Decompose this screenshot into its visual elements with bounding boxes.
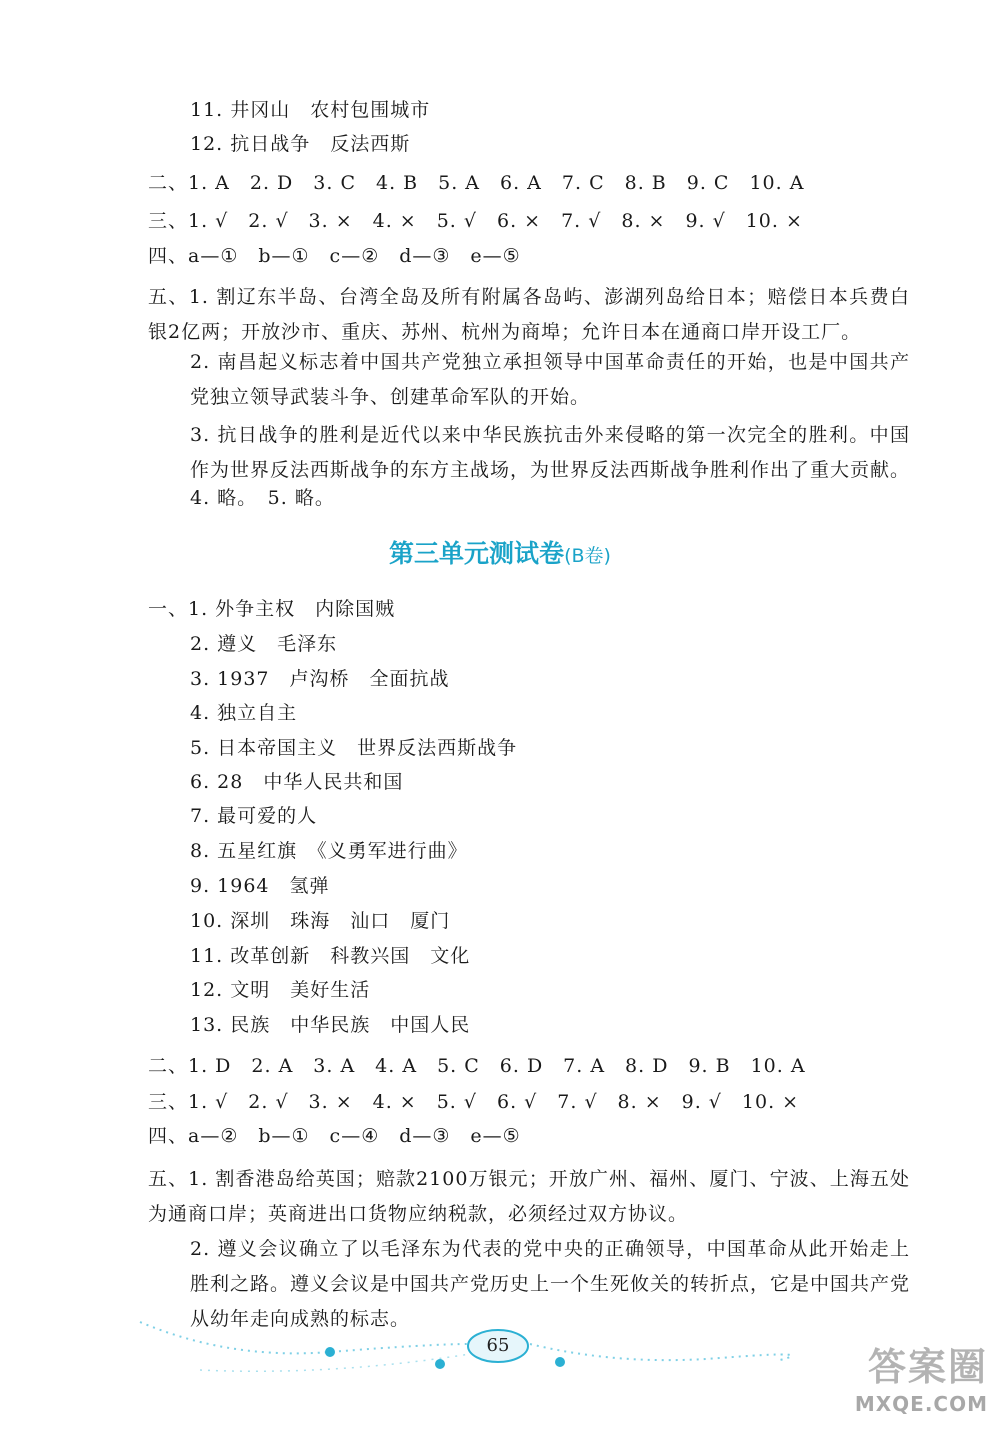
answer-b1-7: 7. 最可爱的人 xyxy=(190,805,318,827)
answer-a5-3: 3. 抗日战争的胜利是近代以来中华民族抗击外来侵略的第一次完全的胜利。中国作为世界反法西斯战争的东方主战场，为世界反法西斯战争胜利作出了重大贡献。 xyxy=(190,424,911,481)
answer-b3: 三、1. √ 2. √ 3. × 4. × 5. √ 6. √ 7. √ 8. × 9. √ 10. × xyxy=(148,1091,800,1113)
answer-a1-11: 11. 井冈山 农村包围城市 xyxy=(190,99,431,121)
watermark-url: MXQE.COM xyxy=(854,1392,988,1416)
site-watermark xyxy=(818,1344,988,1434)
answer-b1-13: 13. 民族 中华民族 中国人民 xyxy=(190,1014,471,1036)
watermark-logo-text: 答案圈 xyxy=(867,1345,988,1389)
footer-dotted-curve-lower xyxy=(200,1354,470,1371)
answer-b2: 二、1. D 2. A 3. A 4. A 5. C 6. D 7. A 8. D 9. B 10. A xyxy=(148,1055,806,1077)
answer-b1-4: 4. 独立自主 xyxy=(190,702,298,724)
answer-b1-8: 8. 五星红旗 《义勇军进行曲》 xyxy=(190,840,468,862)
answer-b1-6: 6. 28 中华人民共和国 xyxy=(190,771,404,793)
answer-b1-12: 12. 文明 美好生活 xyxy=(190,979,371,1001)
answer-a4: 四、a—① b—① c—② d—③ e—⑤ xyxy=(148,245,521,267)
answer-a5-4: 4. 略。 5. 略。 xyxy=(190,487,335,509)
footer-dot xyxy=(555,1357,565,1367)
answer-b1-2: 2. 遵义 毛泽东 xyxy=(190,633,338,655)
footer-dot xyxy=(435,1359,445,1369)
answer-b1-9: 9. 1964 氢弹 xyxy=(190,875,330,897)
section-title-sub: (B卷) xyxy=(564,545,611,567)
answer-b1-1: 一、1. 外争主权 内除国贼 xyxy=(148,598,396,620)
footer-dot xyxy=(325,1347,335,1357)
answer-b4: 四、a—② b—① c—④ d—③ e—⑤ xyxy=(148,1125,521,1147)
section-title-main: 第三单元测试卷 xyxy=(389,539,565,568)
answer-b1-11: 11. 改革创新 科教兴国 文化 xyxy=(190,945,471,967)
footer-dotted-curve-left xyxy=(140,1322,470,1353)
answer-a5-2: 2. 南昌起义标志着中国共产党独立承担领导中国革命责任的开始，也是中国共产党独立领导武装斗争、创建革命军队的开始。 xyxy=(190,351,910,408)
answer-a5-1: 五、1. 割辽东半岛、台湾全岛及所有附属各岛屿、澎湖列岛给日本；赔偿日本兵费白银2亿两；开放沙市、重庆、苏州、杭州为商埠；允许日本在通商口岸开设工厂。 xyxy=(148,286,910,343)
answer-b1-5: 5. 日本帝国主义 世界反法西斯战争 xyxy=(190,737,518,759)
section-title xyxy=(0,534,1000,570)
answer-b5-1: 五、1. 割香港岛给英国；赔款2100万银元；开放广州、福州、厦门、宁波、上海五处为通商口岸；英商进出口货物应纳税款，必须经过双方协议。 xyxy=(148,1168,910,1225)
footer-dotted-curve-right xyxy=(530,1344,791,1360)
answer-b1-10: 10. 深圳 珠海 汕口 厦门 xyxy=(190,910,451,932)
answer-a3: 三、1. √ 2. √ 3. × 4. × 5. √ 6. × 7. √ 8. × 9. √ 10. × xyxy=(148,210,803,232)
answer-b1-3: 3. 1937 卢沟桥 全面抗战 xyxy=(190,668,450,690)
answer-a2: 二、1. A 2. D 3. C 4. B 5. A 6. A 7. C 8. B 9. C 10. A xyxy=(148,172,805,194)
answer-b5-2: 2. 遵义会议确立了以毛泽东为代表的党中央的正确领导，中国革命从此开始走上胜利之路。遵义会议是中国共产党历史上一个生死攸关的转折点，它是中国共产党从幼年走向成熟的标志。 xyxy=(190,1238,911,1330)
page-number: 65 xyxy=(486,1335,510,1356)
answer-a1-12: 12. 抗日战争 反法西斯 xyxy=(190,133,411,155)
